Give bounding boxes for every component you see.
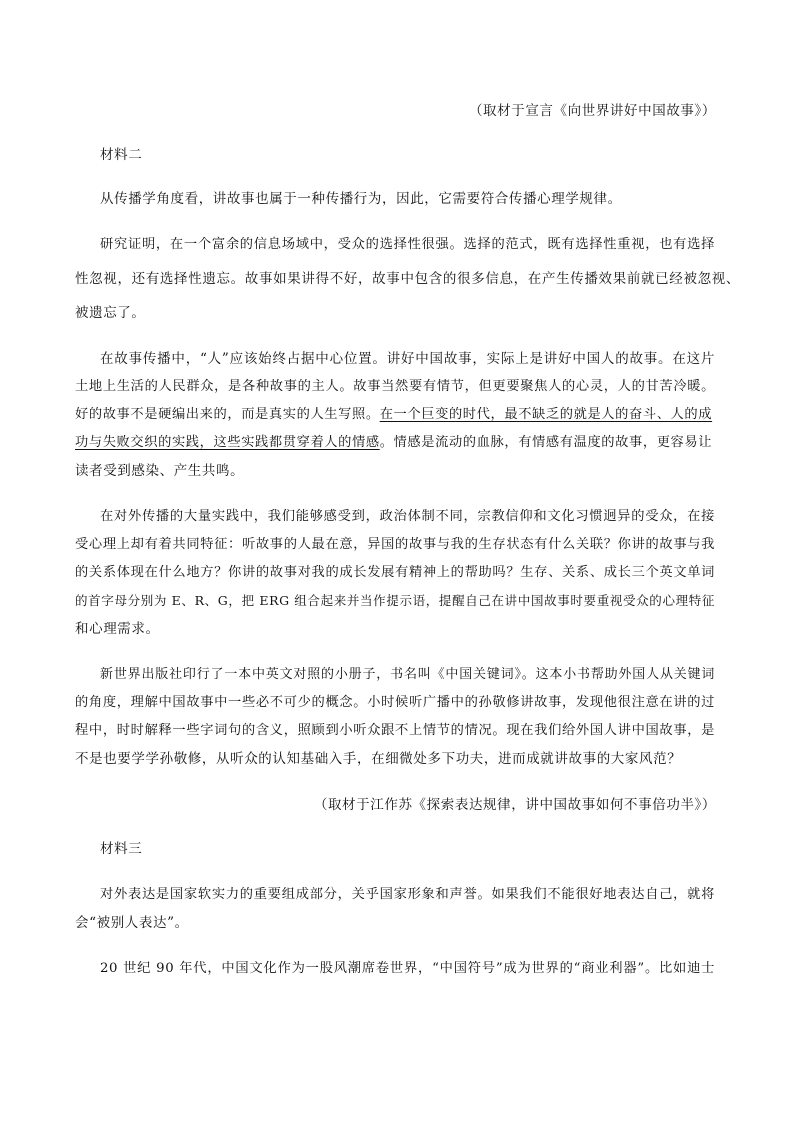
paragraph-6-line-1: 对外表达是国家软实力的重要组成部分，关乎国家形象和声誉。如果我们不能很好地表达自己，就将	[100, 887, 715, 902]
paragraph-2-line-1: 研究证明，在一个富余的信息场域中，受众的选择性很强。选择的范式，既有选择性重视，也有选择	[100, 237, 715, 252]
heading-material-3: 材料三	[100, 841, 143, 857]
heading-material-2: 材料二	[100, 147, 143, 163]
paragraph-4-line-5: 和心理需求。	[75, 621, 160, 637]
paragraph-3-line-2: 土地上生活的人民群众，是各种故事的主人。故事当然要有情节，但更要聚焦人的心灵，人的甘苦冷暖。	[75, 379, 715, 394]
underlined-phrase-2: 功与失败交织的实践，这些实践都贯穿着人的情感	[75, 435, 380, 450]
paragraph-3-line-3	[75, 405, 715, 425]
paragraph-3-line-4-plain: 。情感是流动的血脉，有情感有温度的故事，更容易让	[379, 435, 713, 450]
source-citation-2: （取材于江作苏《探索表达规律，讲中国故事如何不事倍功半》）	[313, 797, 716, 813]
paragraph-5-line-4: 不是也要学学孙敬修，从听众的认知基础入手，在细微处多下功夫，进而成就讲故事的大家风范？	[75, 751, 682, 767]
paragraph-5-line-3: 程中，时时解释一些字词句的含义，照顾到小听众跟不上情节的情况。现在我们给外国人讲中国故事，是	[75, 723, 715, 738]
paragraph-2-line-2: 性忽视，还有选择性遗忘。故事如果讲得不好，故事中包含的很多信息，在产生传播效果前就已经被忽视、	[75, 271, 740, 287]
paragraph-7-line-1: 20 世纪 90 年代，中国文化作为一股风潮席卷世界，“中国符号”成为世界的“商业利器”。比如迪士	[100, 961, 715, 976]
underlined-phrase-1: 在一个巨变的时代，最不缺乏的就是人的奋斗、人的成	[379, 407, 713, 422]
paragraph-5-line-1: 新世界出版社印行了一本中英文对照的小册子，书名叫《中国关键词》。这本小书帮助外国人从关键词	[100, 667, 715, 682]
paragraph-4-line-4: 的首字母分别为 E、R、G，把 ERG 组合起来并当作提示语，提醒自己在讲中国故事时要重视受众的心理特征	[75, 593, 715, 608]
paragraph-3-line-4	[75, 433, 715, 453]
paragraph-4-line-2: 受心理上却有着共同特征：听故事的人最在意，异国的故事与我的生存状态有什么关联？你讲的故事与我	[75, 537, 715, 552]
paragraph-4-line-3: 的关系体现在什么地方？你讲的故事对我的成长发展有精神上的帮助吗？生存、关系、成长三个英文单词	[75, 565, 715, 580]
paragraph-4-line-1: 在对外传播的大量实践中，我们能够感受到，政治体制不同，宗教信仰和文化习惯迥异的受众，在接	[100, 509, 715, 524]
paragraph-3-line-5: 读者受到感染、产生共鸣。	[75, 463, 245, 479]
paragraph-5-line-2: 的角度，理解中国故事中一些必不可少的概念。小时候听广播中的孙敬修讲故事，发现他很注意在讲的过	[75, 695, 715, 710]
source-citation-1: （取材于宣言《向世界讲好中国故事》）	[468, 103, 716, 119]
paragraph-6-line-2: 会“被别人表达”。	[75, 915, 189, 931]
paragraph-3-line-3-plain: 好的故事不是硬编出来的，而是真实的人生写照。	[75, 407, 380, 422]
paragraph-1-line-1: 从传播学角度看，讲故事也属于一种传播行为，因此，它需要符合传播心理学规律。	[100, 191, 622, 207]
paragraph-2-line-3: 被遗忘了。	[75, 305, 146, 321]
paragraph-3-line-1: 在故事传播中，“人”应该始终占据中心位置。讲好中国故事，实际上是讲好中国人的故事。在这片	[100, 351, 715, 367]
